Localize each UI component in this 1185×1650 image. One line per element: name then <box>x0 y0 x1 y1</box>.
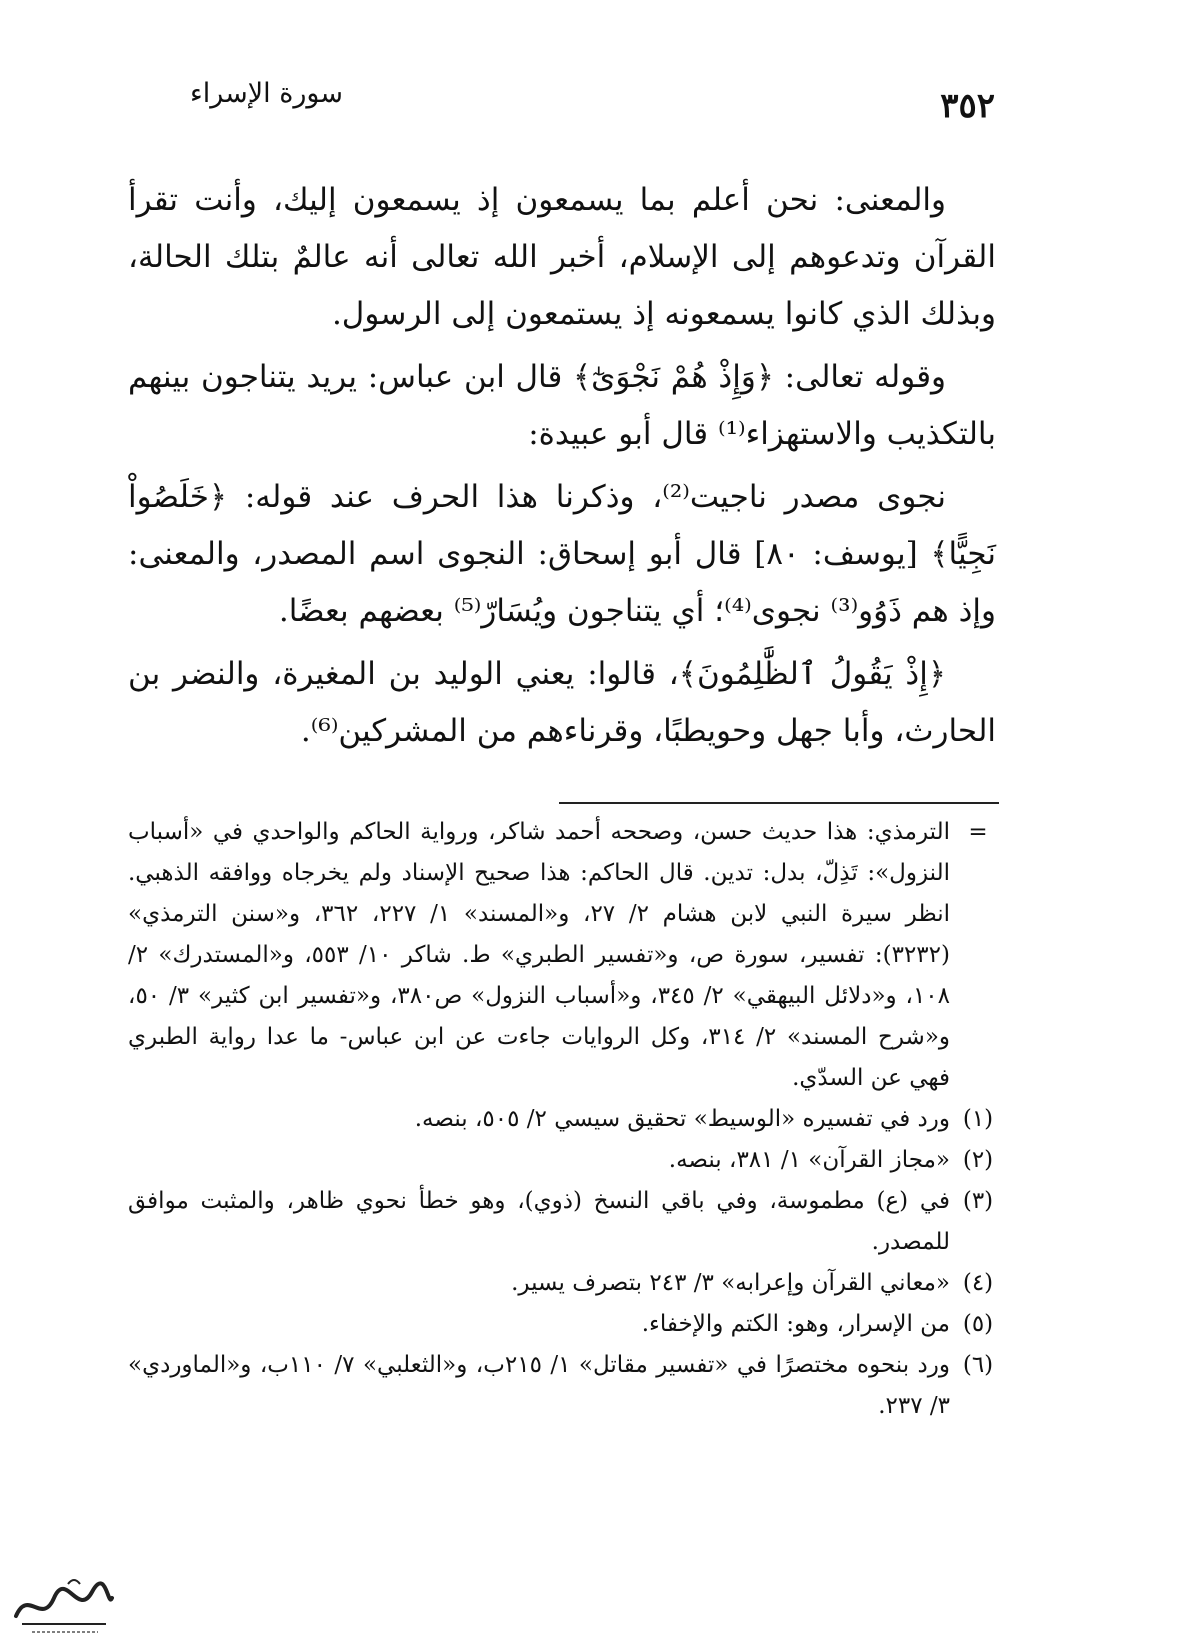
footnote-text: في (ع) مطموسة، وفي باقي النسخ (ذوي)، وهو خطأ نحوي ظاهر، والمثبت موافق للمصدر. <box>128 1188 950 1255</box>
footnote-item <box>128 1263 998 1304</box>
footnote-text: ورد بنحوه مختصرًا في «تفسير مقاتل» ١/ ٢١٥ب، و«الثعلبي» ٧/ ١١٠ب، و«الماوردي» ٣/ ٢٣٧. <box>128 1352 951 1419</box>
running-title: سورة الإسراء <box>190 78 343 109</box>
footnote-item <box>128 1099 998 1140</box>
footnote-item <box>128 812 998 1099</box>
footnote-separator <box>559 802 999 804</box>
footnote-item <box>128 1181 998 1263</box>
footnote-marker: (٤) <box>962 1270 994 1296</box>
footnotes <box>128 812 998 1427</box>
page-number: ٣٥٢ <box>940 86 995 126</box>
footnote-marker: (٢) <box>962 1147 994 1173</box>
paragraph: نجوى مصدر ناجيت⁽²⁾، وذكرنا هذا الحرف عند قوله: ﴿خَلَصُواْ نَجِيًّا﴾ [يوسف: ٨٠] قال أبو إسحاق: النجوى اسم المصدر، والمعنى: وإذ هم ذَوُو⁽³⁾ نجوى⁽⁴⁾؛ أي يتناجون ويُسَارّ⁽⁵⁾ بعضهم بعضًا. <box>128 479 996 629</box>
footnote-text: من الإسرار، وهو: الكتم والإخفاء. <box>641 1311 950 1337</box>
footnote-item <box>128 1304 998 1345</box>
paragraph: ﴿إِذْ يَقُولُ ٱلظَّٰلِمُونَ﴾، قالوا: يعني الوليد بن المغيرة، والنضر بن الحارث، وأبا جهل وحويطبًا، وقرناءهم من المشركين⁽⁶⁾. <box>128 656 996 749</box>
footnote-item <box>128 1140 998 1181</box>
main-text <box>128 172 996 766</box>
footnote-item <box>128 1345 998 1427</box>
footnote-text: «معاني القرآن وإعرابه» ٣/ ٢٤٣ بتصرف يسير. <box>511 1270 950 1296</box>
footnote-text: ورد في تفسيره «الوسيط» تحقيق سيسي ٢/ ٥٠٥، بنصه. <box>414 1106 950 1132</box>
footnote-text: «مجاز القرآن» ١/ ٣٨١، بنصه. <box>668 1147 950 1173</box>
footnote-marker: (٦) <box>962 1352 994 1378</box>
paragraph: وقوله تعالى: ﴿وَإِذْ هُمْ نَجْوَىٰٓ﴾ قال ابن عباس: يريد يتناجون بينهم بالتكذيب والاستهزاء⁽¹⁾ قال أبو عبيدة: <box>128 359 996 452</box>
publisher-logo <box>8 1568 118 1638</box>
footnote-text: الترمذي: هذا حديث حسن، وصححه أحمد شاكر، ورواية الحاكم والواحدي في «أسباب النزول»: تَذِلّ، بدل: تدين. قال الحاكم: هذا صحيح الإسناد ولم يخرجاه ووافقه الذهبي. انظر سيرة النبي لابن هشام ٢/ ٢٧، و«المسند» ١/ ٢٢٧، ٣٦٢، و«سنن الترمذي» (٣٢٣٢): تفسير، سورة ص، و«تفسير الطبري» ط. شاكر ١٠/ ٥٥٣، و«المستدرك» ٢/ ١٠٨، و«دلائل البيهقي» ٢/ ٣٤٥، و«أسباب النزول» ص٣٨٠، و«تفسير ابن كثير» ٣/ ٥٠، و«شرح المسند» ٢/ ٣١٤، وكل الروايات جاءت عن ابن عباس- ما عدا رواية الطبري فهي عن السدّي. <box>128 819 951 1091</box>
footnote-marker: (٥) <box>962 1311 994 1337</box>
paragraph: والمعنى: نحن أعلم بما يسمعون إذ يسمعون إليك، وأنت تقرأ القرآن وتدعوهم إلى الإسلام، أخبر الله تعالى أنه عالمٌ بتلك الحالة، وبذلك الذي كانوا يسمعونه إذ يستمعون إلى الرسول. <box>128 182 996 332</box>
footnote-marker: (٣) <box>962 1188 994 1214</box>
footnote-marker: = <box>968 819 988 845</box>
footnote-marker: (١) <box>962 1106 994 1132</box>
